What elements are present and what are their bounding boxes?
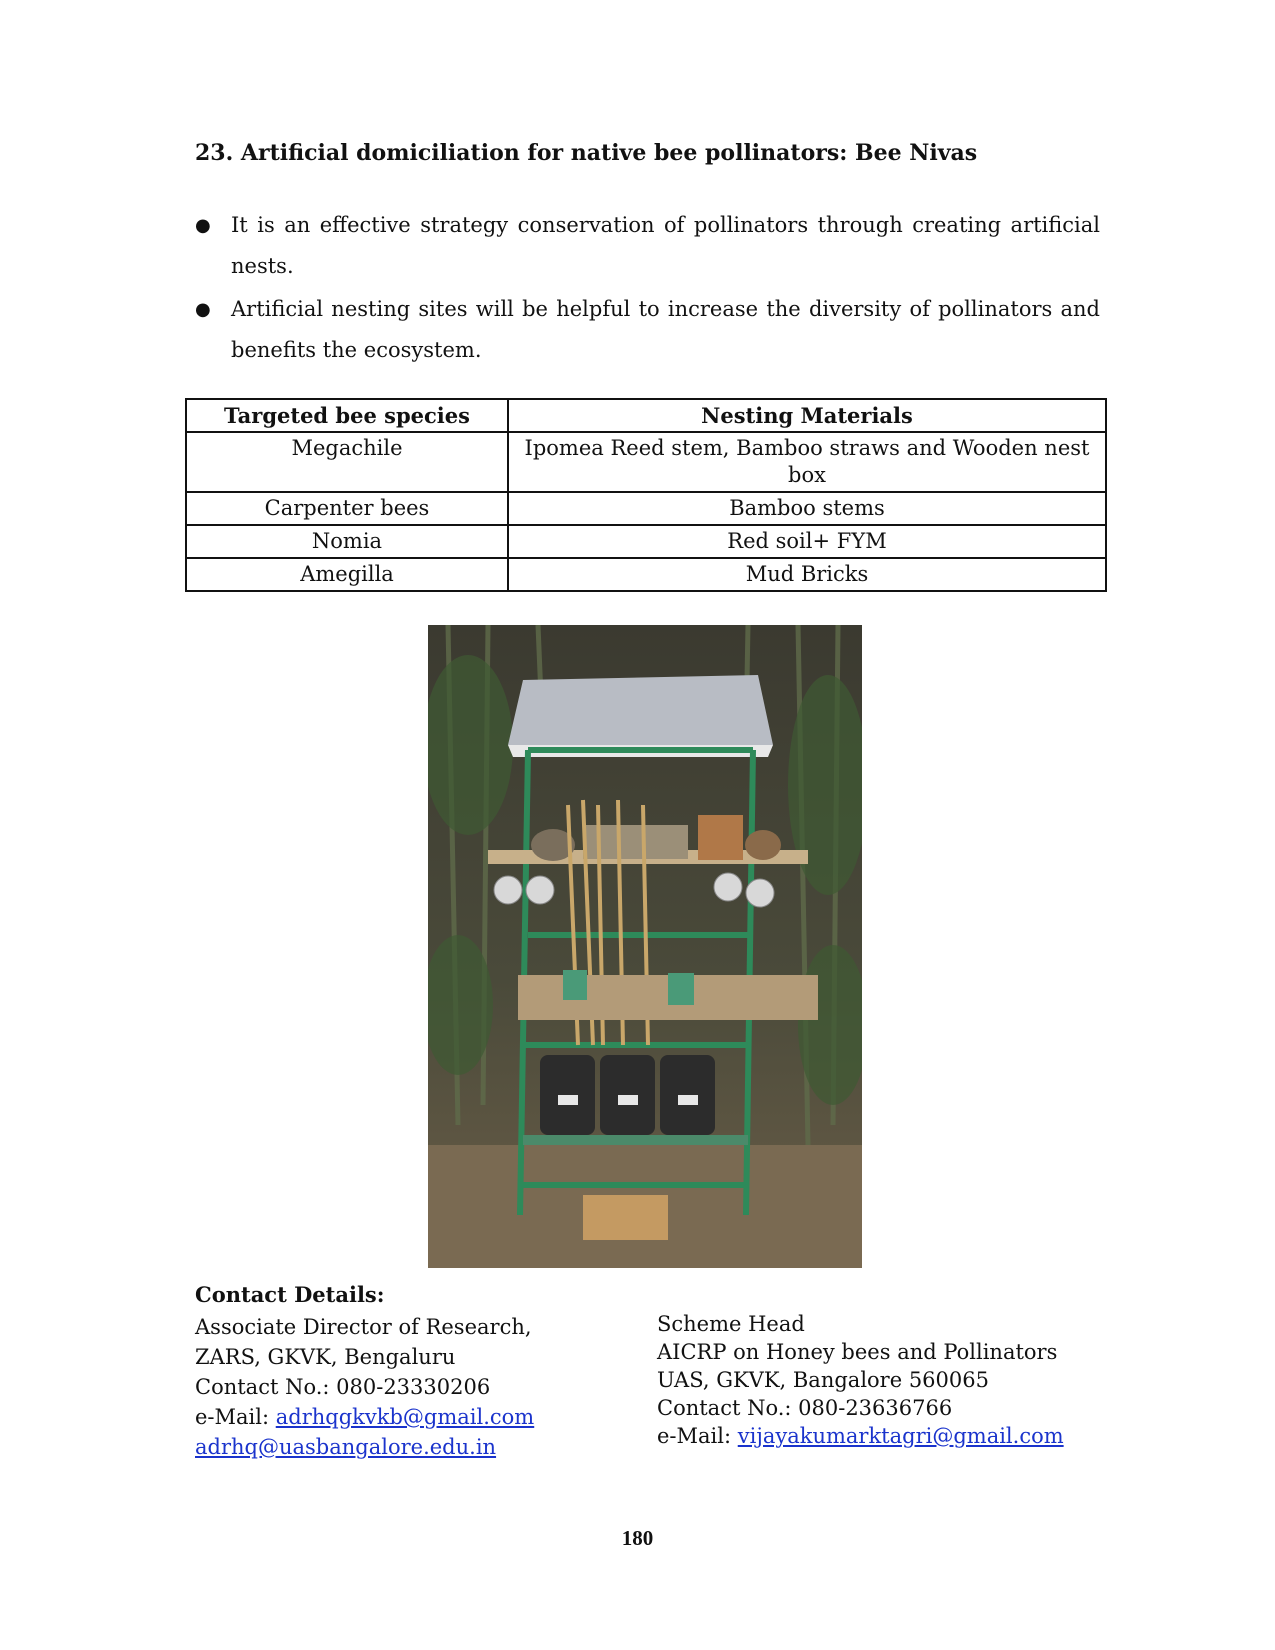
contact-line: Associate Director of Research, (195, 1315, 532, 1339)
contact-line: UAS, GKVK, Bangalore 560065 (657, 1368, 989, 1392)
table-row (186, 558, 1106, 591)
section-heading: 23. Artificial domiciliation for native bee pollinators: Bee Nivas (195, 140, 978, 166)
bullet-icon: ● (195, 299, 211, 320)
contact-email-line (195, 1402, 534, 1432)
page-number: 180 (621, 1526, 654, 1550)
species-cell: Megachile (186, 432, 508, 492)
bullet-icon: ● (195, 215, 211, 236)
contact-line: Scheme Head (657, 1312, 805, 1336)
email-link[interactable]: adrhq@uasbangalore.edu.in (195, 1435, 497, 1459)
contact-email-line (195, 1432, 534, 1462)
list-item (195, 289, 1100, 371)
contact-email-line (657, 1422, 1064, 1450)
email-label: e-Mail: (195, 1405, 276, 1429)
materials-cell: Mud Bricks (508, 558, 1106, 591)
materials-cell: Red soil+ FYM (508, 525, 1106, 558)
email-link[interactable]: vijayakumarktagri@gmail.com (737, 1424, 1064, 1448)
table-header-row (186, 399, 1106, 432)
contact-line: Contact No.: 080-23330206 (195, 1375, 491, 1399)
contact-right (657, 1310, 1064, 1450)
contact-line: Contact No.: 080-23636766 (657, 1396, 953, 1420)
email-link[interactable]: adrhqgkvkb@gmail.com (275, 1405, 535, 1429)
bullet-list (195, 205, 1100, 373)
column-header-materials: Nesting Materials (508, 399, 1106, 432)
bee-species-table (185, 398, 1107, 592)
contact-line: ZARS, GKVK, Bengaluru (195, 1345, 456, 1369)
column-header-species: Targeted bee species (186, 399, 508, 432)
contact-line: AICRP on Honey bees and Pollinators (657, 1340, 1058, 1364)
table-row (186, 492, 1106, 525)
table-row (186, 525, 1106, 558)
materials-cell: Bamboo stems (508, 492, 1106, 525)
contact-title: Contact Details: (195, 1282, 385, 1307)
email-label: e-Mail: (657, 1424, 738, 1448)
species-cell: Amegilla (186, 558, 508, 591)
bullet-text: Artificial nesting sites will be helpful to increase the diversity of pollinators and benefits the ecosystem. (231, 297, 1100, 362)
materials-cell: Ipomea Reed stem, Bamboo straws and Wooden nest box (508, 432, 1106, 492)
bee-nivas-photo (428, 625, 862, 1268)
species-cell: Carpenter bees (186, 492, 508, 525)
contact-left (195, 1312, 534, 1462)
list-item (195, 205, 1100, 287)
bullet-text: It is an effective strategy conservation of pollinators through creating artificial nests. (231, 213, 1100, 278)
species-cell: Nomia (186, 525, 508, 558)
table-row (186, 432, 1106, 492)
